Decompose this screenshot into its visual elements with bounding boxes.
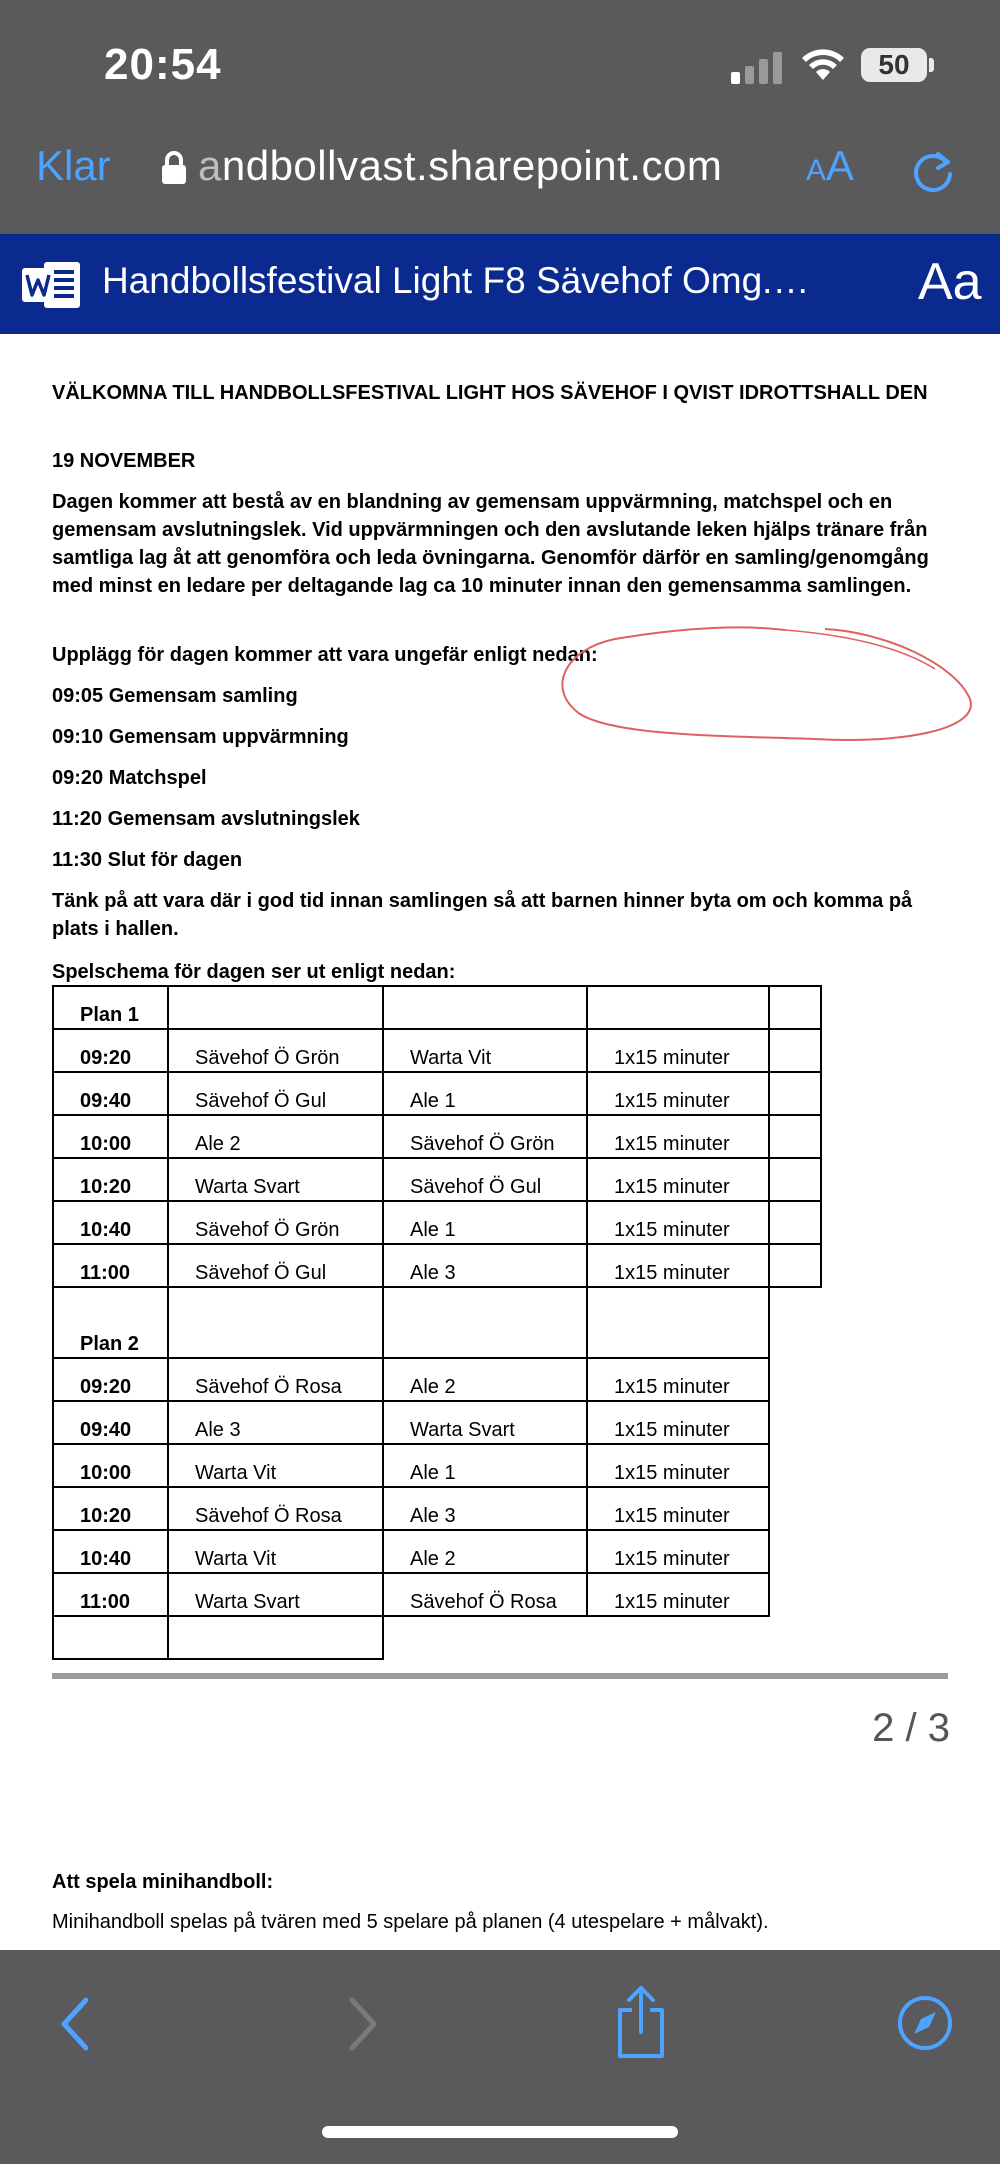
match-time: 10:40: [53, 1530, 168, 1573]
word-header: [0, 234, 1000, 334]
table-row: [53, 1029, 821, 1072]
match-duration: 1x15 minuter: [587, 1358, 769, 1401]
away-team: Ale 1: [383, 1201, 587, 1244]
home-team: Sävehof Ö Rosa: [168, 1487, 383, 1530]
table-row: [53, 1401, 821, 1444]
font-settings-button[interactable]: Aa: [918, 253, 982, 311]
next-section-heading: Att spela minihandboll:: [52, 1871, 274, 1893]
plan-label: Plan 2: [53, 1287, 168, 1358]
url-faded-prefix: a: [198, 142, 222, 189]
match-time: 09:20: [53, 1358, 168, 1401]
match-duration: 1x15 minuter: [587, 1401, 769, 1444]
match-time: 09:40: [53, 1401, 168, 1444]
away-team: Sävehof Ö Grön: [383, 1115, 587, 1158]
share-icon[interactable]: [614, 1984, 668, 2060]
url-bar: [0, 120, 1000, 234]
schedule-intro: Spelschema för dagen ser ut enligt nedan:: [52, 961, 456, 983]
table-row: [53, 1287, 821, 1358]
match-duration: 1x15 minuter: [587, 1573, 769, 1616]
next-section-text: Minihandboll spelas på tvären med 5 spelare på planen (4 utespelare + målvakt).: [52, 1911, 769, 1933]
table-row: [53, 1616, 821, 1659]
away-team: Ale 1: [383, 1072, 587, 1115]
text-size-small: A: [806, 154, 827, 187]
match-duration: 1x15 minuter: [587, 1487, 769, 1530]
match-time: 10:00: [53, 1115, 168, 1158]
match-duration: 1x15 minuter: [587, 1072, 769, 1115]
agenda-item: 11:30 Slut för dagen: [52, 849, 243, 871]
table-row: [53, 1530, 821, 1573]
match-duration: 1x15 minuter: [587, 1444, 769, 1487]
table-row: [53, 1444, 821, 1487]
document-title: Handbollsfestival Light F8 Sävehof Omg.…: [102, 260, 810, 301]
away-team: Ale 1: [383, 1444, 587, 1487]
match-duration: 1x15 minuter: [587, 1029, 769, 1072]
away-team: Sävehof Ö Gul: [383, 1158, 587, 1201]
table-row: [53, 1201, 821, 1244]
schedule-table: [52, 985, 822, 1660]
url-domain: ndbollvast.sharepoint.com: [221, 142, 723, 189]
match-time: 10:20: [53, 1158, 168, 1201]
table-row: [53, 1244, 821, 1287]
status-bar: [0, 0, 1000, 120]
battery-indicator: 50: [861, 48, 927, 82]
home-team: Ale 3: [168, 1401, 383, 1444]
home-team: Sävehof Ö Grön: [168, 1201, 383, 1244]
reload-icon[interactable]: [908, 146, 958, 196]
home-team: Warta Vit: [168, 1530, 383, 1573]
away-team: Sävehof Ö Rosa: [383, 1573, 587, 1616]
page-divider: [52, 1673, 948, 1679]
home-team: Ale 2: [168, 1115, 383, 1158]
match-duration: 1x15 minuter: [587, 1201, 769, 1244]
agenda-item: 09:10 Gemensam uppvärmning: [52, 726, 349, 748]
table-row: [53, 1072, 821, 1115]
url-address[interactable]: [198, 142, 722, 190]
match-duration: 1x15 minuter: [587, 1115, 769, 1158]
home-team: Warta Svart: [168, 1158, 383, 1201]
document-heading: VÄLKOMNA TILL HANDBOLLSFESTIVAL LIGHT HOS SÄVEHOF I QVIST IDROTTSHALL DEN: [52, 382, 928, 404]
table-row: [53, 1358, 821, 1401]
home-team: Sävehof Ö Rosa: [168, 1358, 383, 1401]
intro-paragraph: Dagen kommer att bestå av en blandning av gemensam uppvärmning, matchspel och en gemensam avslutningslek. Vid uppvärmningen och den avslutande leken hjälps tränare från samtliga lag åt att genomföra och leda övningarna. Genomför därför en samling/genomgång med minst en ledare per deltagande lag ca 10 minuter innan den gemensamma samlingen.: [52, 491, 929, 597]
plan-intro: Upplägg för dagen kommer att vara ungefär enligt nedan:: [52, 644, 598, 666]
compass-icon[interactable]: [896, 1994, 954, 2052]
chevron-left-icon[interactable]: [58, 1994, 92, 2054]
done-button[interactable]: Klar: [36, 142, 111, 189]
home-team: Warta Svart: [168, 1573, 383, 1616]
status-time: 20:54: [104, 40, 222, 89]
table-row: [53, 1573, 821, 1616]
table-row: [53, 986, 821, 1029]
match-duration: 1x15 minuter: [587, 1244, 769, 1287]
plan-label: Plan 1: [53, 986, 168, 1029]
match-duration: 1x15 minuter: [587, 1158, 769, 1201]
match-time: 11:00: [53, 1573, 168, 1616]
reminder-paragraph: Tänk på att vara där i god tid innan samlingen så att barnen hinner byta om och komma på plats i hallen.: [52, 890, 913, 940]
page-indicator: 2 / 3: [872, 1706, 950, 1750]
home-team: Sävehof Ö Gul: [168, 1072, 383, 1115]
home-team: Warta Vit: [168, 1444, 383, 1487]
match-time: 10:20: [53, 1487, 168, 1530]
home-team: Sävehof Ö Gul: [168, 1244, 383, 1287]
match-time: 09:40: [53, 1072, 168, 1115]
table-row: [53, 1487, 821, 1530]
match-time: 09:20: [53, 1029, 168, 1072]
home-team: Sävehof Ö Grön: [168, 1029, 383, 1072]
away-team: Warta Vit: [383, 1029, 587, 1072]
text-size-big: A: [826, 142, 855, 189]
document-page: [0, 334, 1000, 1950]
match-time: 10:40: [53, 1201, 168, 1244]
away-team: Ale 2: [383, 1530, 587, 1573]
text-size-button[interactable]: [806, 142, 854, 190]
lock-icon: [160, 150, 188, 186]
match-duration: 1x15 minuter: [587, 1530, 769, 1573]
match-time: 10:00: [53, 1444, 168, 1487]
away-team: Ale 3: [383, 1244, 587, 1287]
chevron-right-icon[interactable]: [346, 1994, 380, 2054]
wifi-icon: [800, 46, 846, 82]
away-team: Ale 3: [383, 1487, 587, 1530]
document-date: 19 NOVEMBER: [52, 450, 196, 472]
home-indicator[interactable]: [322, 2126, 678, 2138]
battery-tip: [929, 58, 934, 72]
match-time: 11:00: [53, 1244, 168, 1287]
table-row: [53, 1115, 821, 1158]
away-team: Ale 2: [383, 1358, 587, 1401]
word-logo-icon: [22, 258, 82, 312]
agenda-item: 09:05 Gemensam samling: [52, 685, 298, 707]
cellular-signal-icon: [731, 52, 783, 84]
agenda-item: 11:20 Gemensam avslutningslek: [52, 808, 360, 830]
table-row: [53, 1158, 821, 1201]
agenda-item: 09:20 Matchspel: [52, 767, 207, 789]
away-team: Warta Svart: [383, 1401, 587, 1444]
